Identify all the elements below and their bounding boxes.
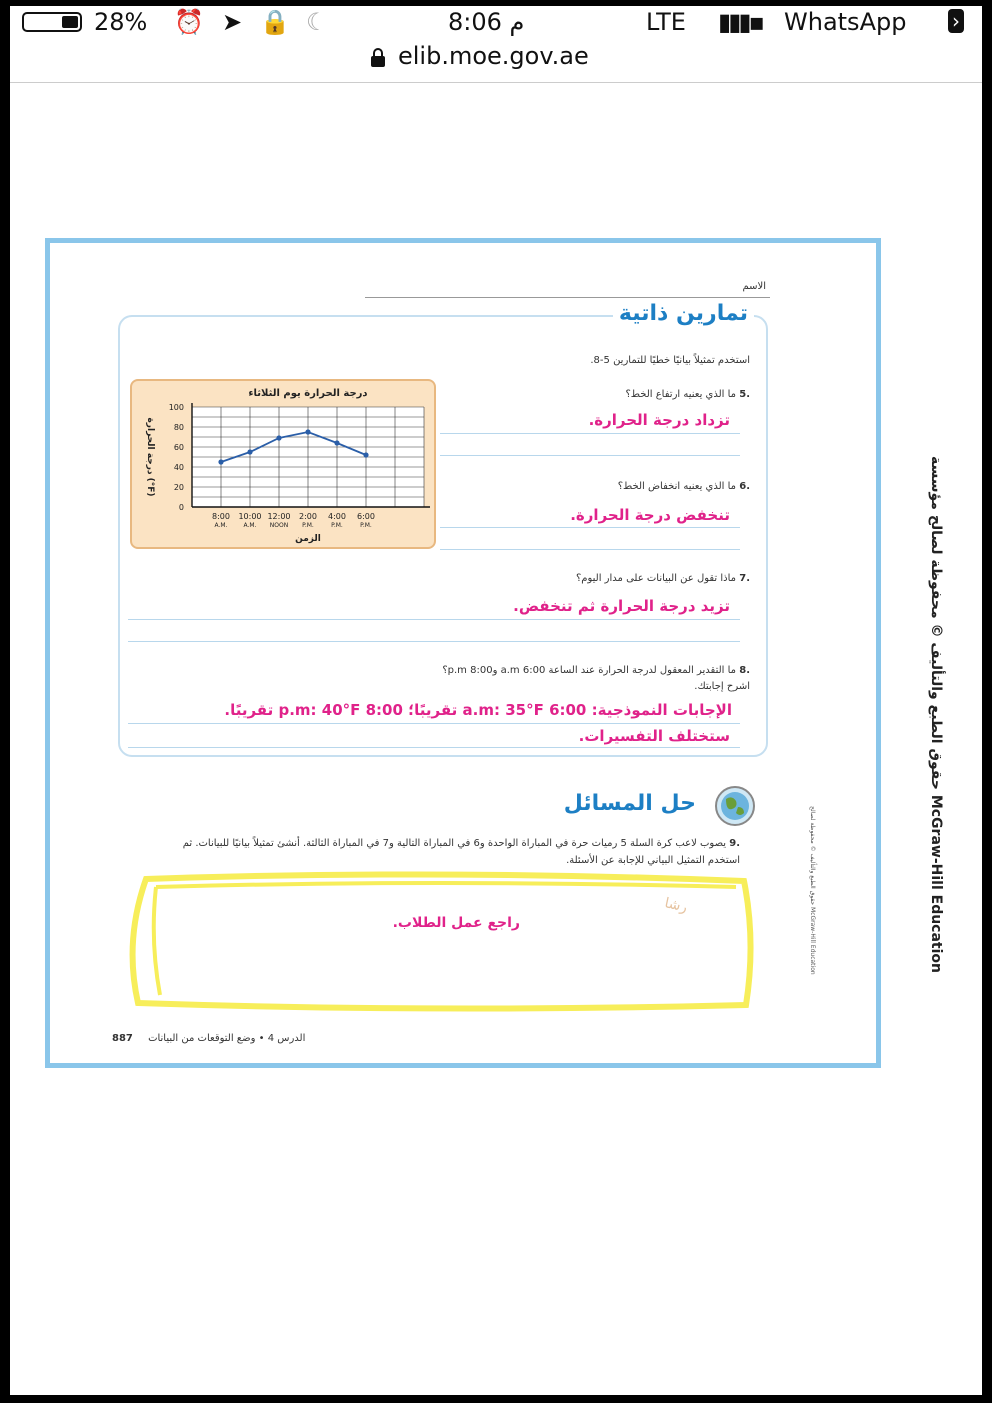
question-6 [618, 481, 750, 492]
moon-icon: ☾ [306, 8, 328, 36]
question-text: ما الذي يعنيه انخفاض الخط؟ [617, 481, 737, 492]
lesson-label: الدرس 4 • وضع التوقعات من البيانات [148, 1033, 306, 1044]
textbook-page [45, 238, 881, 1068]
y-axis-label: درجة الحرارة (°F) [145, 417, 155, 497]
question-text: يصوب لاعب كرة السلة 5 رميات حرة في المباراة الواحدة و6 في المباراة التالية و7 في المباراة الثالثة. أنشئ تمثيلاً بيانيًا للبيانات. ثم استخدم التمثيل البياني للإجابة عن الأسئلة. [182, 838, 740, 866]
instruction-text: استخدم تمثيلاً بيانيًا خطيًا للتمارين 5-8. [590, 355, 750, 366]
answer-8-line2: ستختلف التفسيرات. [578, 727, 730, 745]
answer-8: الإجابات النموذجية: 6:00 a.m: 35°F تقريبًا؛ 8:00 p.m: 40°F تقريبًا. [224, 701, 732, 719]
name-line [365, 297, 770, 298]
signal-icon: ▮▮▮▪ [718, 8, 762, 36]
location-arrow-icon: ➤ [222, 8, 243, 36]
x-tick-label: 2:00 [299, 512, 317, 521]
x-tick-label: 6:00 [357, 512, 375, 521]
side-copyright [922, 456, 946, 974]
side-small-copyright [806, 806, 820, 996]
status-bar [10, 6, 982, 38]
data-point [334, 440, 339, 445]
answer-line [440, 527, 740, 528]
x-tick-sublabel: A.M. [214, 522, 228, 529]
y-tick-label: 40 [173, 463, 184, 472]
data-point [247, 449, 252, 454]
temperature-chart [130, 379, 436, 549]
x-tick-label: 4:00 [328, 512, 346, 521]
x-tick-sublabel: NOON [269, 522, 289, 529]
answer-line [440, 455, 740, 456]
answer-line [128, 641, 740, 642]
side-copyright-text: حقوق الطبع والتأليف © محفوظة لصالح مؤسسة McGraw-Hill Education [928, 456, 944, 974]
x-tick-sublabel: P.M. [331, 522, 343, 529]
data-point [363, 452, 368, 457]
side-small-text: حقوق الطبع والتأليف © محفوظة لصالح McGraw-Hill Education [809, 806, 816, 975]
answer-5: تزداد درجة الحرارة. [588, 411, 730, 429]
question-number: .9 [729, 838, 740, 849]
question-number: .5 [739, 389, 750, 400]
x-tick-label: 8:00 [212, 512, 230, 521]
back-app-label[interactable]: WhatsApp [784, 8, 907, 36]
page-footer [112, 1033, 305, 1044]
question-number: .7 [739, 573, 750, 584]
url-text[interactable]: elib.moe.gov.ae [398, 42, 589, 70]
question-8 [442, 665, 750, 676]
question-text: ماذا تقول عن البيانات على مدار اليوم؟ [575, 573, 737, 584]
chart-title: درجة الحرارة يوم الثلاثاء [248, 388, 368, 399]
x-tick-label: 10:00 [238, 512, 262, 521]
answer-line [440, 549, 740, 550]
problem-solving-title: حل المسائل [563, 791, 696, 816]
y-tick-label: 100 [168, 403, 184, 412]
network-type: LTE [646, 8, 686, 36]
question-number: .8 [739, 665, 750, 676]
answer-line [128, 723, 740, 724]
answer-7: تزيد درجة الحرارة ثم تنخفض. [513, 597, 730, 615]
x-tick-sublabel: A.M. [243, 522, 257, 529]
highlight-box [116, 871, 756, 1013]
review-answer: راجع عمل الطلاب. [392, 915, 520, 931]
name-label: الاسم [742, 281, 766, 292]
section-title: تمارين ذاتية [613, 301, 754, 326]
answer-line [128, 619, 740, 620]
watermark: رشا [663, 895, 689, 916]
question-number: .6 [739, 481, 750, 492]
answer-line [440, 433, 740, 434]
y-tick-label: 0 [178, 503, 184, 512]
x-tick-sublabel: P.M. [360, 522, 372, 529]
x-tick-label: 12:00 [267, 512, 291, 521]
y-tick-label: 60 [173, 443, 184, 452]
battery-icon [22, 12, 82, 32]
page-number: 887 [112, 1033, 133, 1044]
back-chevron-icon[interactable]: › [948, 9, 964, 33]
question-text: ما الذي يعنيه ارتفاع الخط؟ [625, 389, 737, 400]
rotation-lock-icon: 🔒 [260, 8, 290, 36]
x-tick-sublabel: P.M. [302, 522, 314, 529]
data-point [218, 459, 223, 464]
phone-screen [10, 6, 982, 1395]
question-5 [625, 389, 750, 400]
question-text: ما التقدير المعقول لدرجة الحرارة عند الساعة 6:00 a.m و8:00 p.m؟ [442, 665, 737, 676]
y-tick-label: 20 [173, 483, 184, 492]
globe-icon [714, 785, 756, 827]
question-9 [150, 835, 740, 869]
data-point [305, 429, 310, 434]
clock: 8:06 م [448, 8, 525, 36]
y-tick-label: 80 [173, 423, 184, 432]
battery-percent: 28% [94, 8, 148, 36]
alarm-icon: ⏰ [174, 8, 204, 36]
toolbar-divider [10, 82, 982, 83]
x-axis-label: الزمن [295, 534, 321, 544]
question-7 [576, 573, 750, 584]
lock-icon [370, 48, 386, 68]
answer-line [128, 747, 740, 748]
data-point [276, 435, 281, 440]
question-8-line2: اشرح إجابتك. [694, 681, 750, 692]
answer-6: تنخفض درجة الحرارة. [570, 506, 730, 524]
chart-svg [132, 381, 438, 551]
address-bar[interactable] [10, 38, 982, 82]
